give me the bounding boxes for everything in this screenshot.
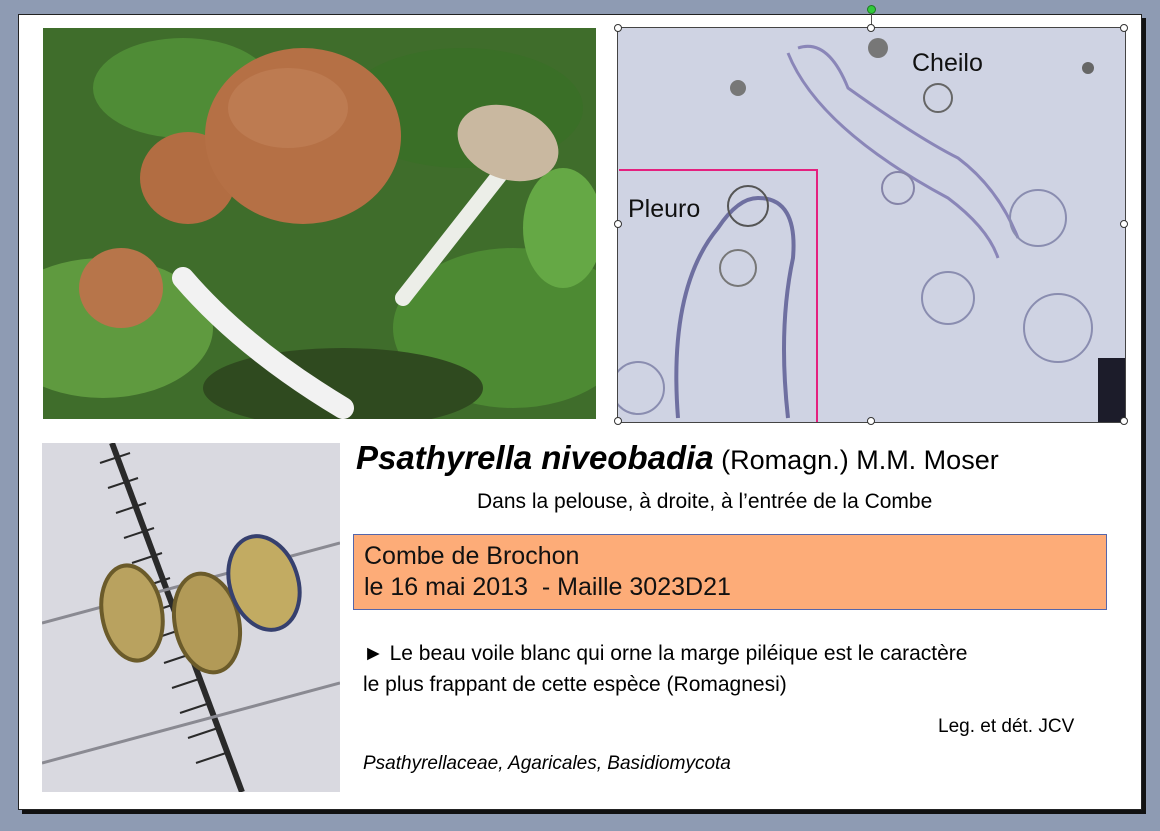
rotation-handle[interactable]: [867, 5, 876, 14]
resize-handle-top-left[interactable]: [614, 24, 622, 32]
location-box: [353, 534, 1107, 610]
spores-micrograph-art: [42, 443, 340, 792]
species-authority: (Romagn.) M.M. Moser: [713, 445, 999, 475]
location-place: Combe de Brochon: [364, 542, 580, 570]
cheilo-label: Cheilo: [912, 49, 983, 77]
legator-credit: Leg. et dét. JCV: [938, 716, 1075, 737]
habitat-text: Dans la pelouse, à droite, à l’entrée de la Combe: [477, 490, 933, 513]
description-note: [363, 638, 967, 700]
spores-micrograph[interactable]: [42, 443, 340, 792]
resize-handle-middle-right[interactable]: [1120, 220, 1128, 228]
slide: [18, 14, 1142, 810]
taxonomy-line: Psathyrellaceae, Agaricales, Basidiomycota: [363, 753, 731, 774]
note-line-1: ► Le beau voile blanc qui orne la marge piléique est le caractère: [363, 642, 968, 665]
location-date: le 16 mai 2013 - Maille 3023D21: [364, 573, 731, 601]
resize-handle-top-right[interactable]: [1120, 24, 1128, 32]
species-title: [356, 439, 999, 477]
resize-handle-bottom-left[interactable]: [614, 417, 622, 425]
mushroom-photo-art: [43, 28, 596, 419]
pleuro-label: Pleuro: [628, 195, 701, 223]
resize-handle-bottom-center[interactable]: [867, 417, 875, 425]
species-name: Psathyrella niveobadia: [356, 439, 714, 476]
resize-handle-middle-left[interactable]: [614, 220, 622, 228]
mushroom-photo[interactable]: [43, 28, 596, 419]
resize-handle-top-center[interactable]: [867, 24, 875, 32]
note-line-2: le plus frappant de cette espèce (Romagnesi): [363, 673, 787, 696]
resize-handle-bottom-right[interactable]: [1120, 417, 1128, 425]
